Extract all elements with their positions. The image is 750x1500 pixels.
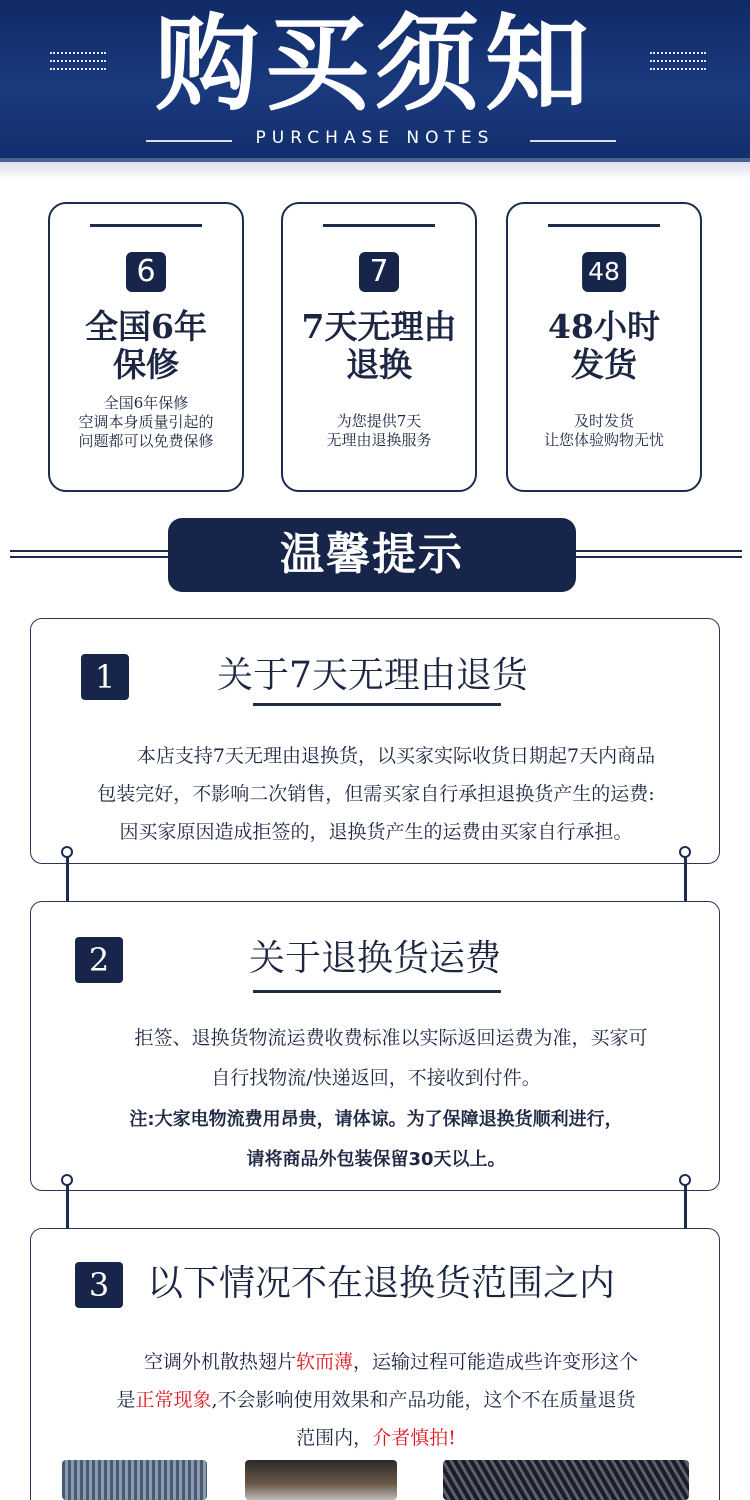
tip-body (31, 1018, 721, 1098)
card-desc-line: 问题都可以免费保修 (78, 432, 214, 450)
card-desc-line: 及时发货 (573, 412, 634, 430)
tip-body-line: 因买家原因造成拒签的，退换货产生的运费由买家自行承担。 (119, 821, 633, 843)
service-card-shipping (506, 202, 702, 492)
tip-highlight: 介者慎拍! (372, 1427, 456, 1449)
service-card-return (281, 202, 477, 492)
section-rule-left (10, 550, 180, 558)
tip-body (31, 737, 721, 851)
tip-text: ,不会影响使用效果和产品功能，这个不在质量退货 (211, 1389, 636, 1411)
tip-title: 关于退换货运费 (249, 938, 502, 979)
tip-body-line (31, 1419, 721, 1457)
card-desc-line: 空调本身质量引起的 (78, 413, 214, 431)
tip-body-line (31, 1343, 721, 1381)
card-desc-line: 全国6年保修 (103, 394, 189, 412)
tip-body-line: 拒签、退换货物流运费收费标准以实际返回运费为准，买家可 (134, 1027, 648, 1049)
card-desc-line: 让您体验购物无忧 (543, 431, 664, 449)
tip-text: 是 (116, 1389, 136, 1411)
card-description (283, 412, 475, 450)
tip-text: 空调外机散热翅片 (143, 1351, 296, 1373)
card-title (508, 308, 700, 384)
fin-photo-3 (443, 1460, 689, 1500)
page-subtitle: PURCHASE NOTES (255, 128, 495, 148)
card-desc-line: 为您提供7天 (336, 412, 422, 430)
tip-text: ，运输过程可能造成些许变形这个 (353, 1351, 639, 1373)
card-desc-line: 无理由退换服务 (326, 431, 432, 449)
tip-title: 以下情况不在退换货范围之内 (147, 1263, 616, 1304)
service-card-warranty (48, 202, 244, 492)
section-rule-right (566, 550, 742, 558)
header-banner (0, 0, 750, 162)
page-title: 购买须知 (154, 2, 595, 125)
tip-highlight: 正常现象 (135, 1389, 212, 1411)
card-title (283, 308, 475, 384)
card-title-line: 全国6年 (85, 307, 207, 346)
card-top-bar (323, 224, 435, 227)
card-title-line: 发货 (571, 345, 637, 384)
card-top-bar (548, 224, 660, 227)
tip-box-return-policy (30, 618, 720, 864)
card-badge: 7 (359, 252, 399, 292)
section-title: 温馨提示 (168, 518, 576, 592)
tip-title: 关于7天无理由退货 (217, 655, 528, 696)
card-description (508, 412, 700, 450)
card-description (50, 394, 242, 451)
tip-notice-line: 注:大家电物流费用昂贵，请体谅。为了保障退换货顺利进行， (129, 1109, 623, 1130)
card-title-line: 48小时 (548, 307, 660, 346)
tip-title-underline (253, 703, 501, 706)
card-title-line: 7天无理由 (301, 307, 457, 346)
tip-body (31, 1343, 721, 1457)
header-shadow (0, 158, 750, 180)
tip-box-shipping-fee (30, 901, 720, 1191)
card-title-line: 退换 (346, 345, 412, 384)
tip-highlight: 软而薄 (295, 1351, 353, 1373)
tip-notice (31, 1100, 721, 1180)
card-badge: 6 (126, 252, 166, 292)
card-top-bar (90, 224, 202, 227)
tip-number-badge: 2 (75, 937, 123, 983)
fin-photo-2 (245, 1460, 397, 1500)
tip-body-line: 自行找物流/快递返回，不接收到付件。 (211, 1067, 541, 1089)
tip-number-badge: 1 (81, 654, 129, 700)
tip-title-underline (253, 990, 501, 993)
tip-body-line: 本店支持7天无理由退换货，以买家实际收货日期起7天内商品 (136, 745, 656, 767)
card-title (50, 308, 242, 384)
card-title-line: 保修 (113, 345, 179, 384)
tip-body-line: 包装完好，不影响二次销售，但需买家自行承担退换货产生的运费: (97, 783, 655, 805)
tip-body-line (31, 1381, 721, 1419)
tip-text: 范围内， (296, 1427, 373, 1449)
card-badge: 48 (582, 252, 626, 292)
fin-photo-1 (62, 1460, 207, 1500)
tip-number-badge: 3 (75, 1262, 123, 1308)
tip-notice-line: 请将商品外包装保留30天以上。 (246, 1149, 506, 1170)
